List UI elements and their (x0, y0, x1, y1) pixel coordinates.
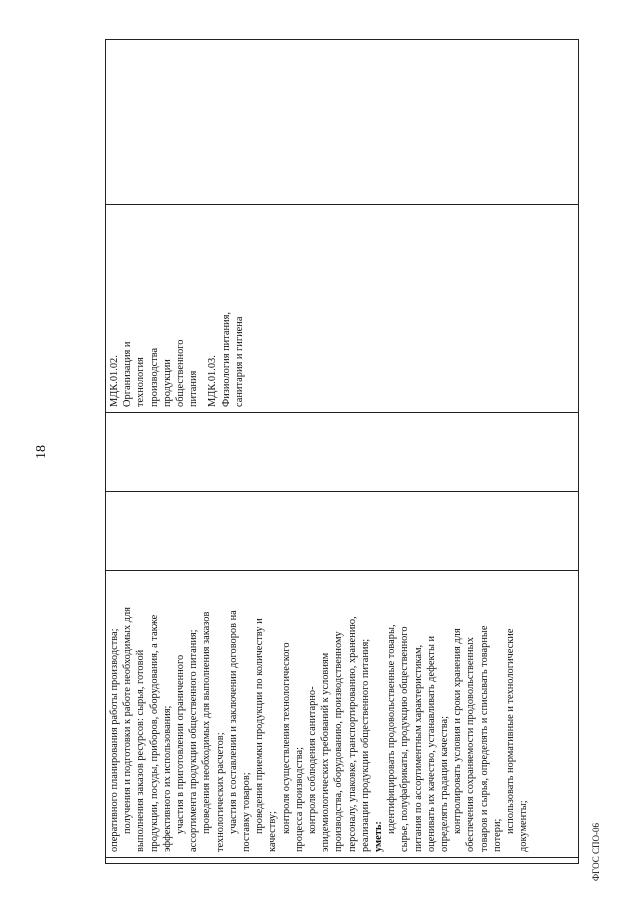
hours-cell (106, 492, 579, 571)
requirement-line: оценивать их качество, устанавливать дефекты и (425, 635, 437, 852)
requirement-line: ассортимента продукции общественного питания; (188, 629, 200, 852)
requirement-line: производства, оборудованию, производственному (333, 631, 345, 852)
table-row (106, 40, 579, 864)
page-number: 18 (34, 445, 49, 459)
mdk-0103 (206, 210, 246, 407)
requirement-line: участия в приготовлении ограниченного (175, 654, 187, 834)
competency-cell (106, 40, 579, 205)
requirement-line: участия в составлении и заключении договоров на (227, 610, 239, 834)
requirement-line: эффективного их использования; (161, 705, 173, 852)
requirement-line: контролировать условия и сроки хранения для (452, 628, 464, 834)
requirement-line: питания по ассортиментным характеристикам, (412, 644, 424, 852)
requirement-line: контроля осуществления технологического (280, 642, 292, 834)
requirement-line: проведения необходимых для выполнения заказов (201, 611, 213, 834)
requirement-line: эпидемиологических требований к условиям (320, 652, 332, 852)
hours-cell-2 (106, 413, 579, 492)
footer-code: ФГОС СПО-06 (591, 823, 601, 881)
requirement-line: определять градации качества; (439, 715, 451, 852)
mdk-0102 (108, 210, 200, 407)
requirement-line: выполнения заказов ресурсов: сырья, готовой (135, 649, 147, 852)
requirement-line: товаров и сырья, определять и списывать товарные (478, 625, 490, 852)
requirement-line: использовать нормативные и технологические (505, 628, 517, 834)
requirement-line: контроля соблюдения санитарно- (307, 686, 319, 834)
mdk-line: технология (135, 357, 147, 407)
requirement-line: реализации продукции общественного питания; (359, 638, 371, 852)
mdk-line: продукции (161, 359, 173, 407)
requirement-line: получения и подготовки к работе необходимых для (122, 607, 134, 834)
requirement-line: качеству; (267, 811, 279, 852)
requirement-line: проведения приемки продукции по количеству и (254, 618, 266, 834)
requirement-line: уметь: (373, 821, 385, 852)
mdk-line: Организация и (122, 341, 134, 407)
mdk-line: питания (188, 370, 200, 407)
requirement-line: потери; (491, 818, 503, 852)
requirements-text (108, 576, 531, 852)
mdk-line: Физиология питания, (220, 312, 232, 407)
mdk-line: МДК.01.02. (109, 355, 120, 407)
mdk-line: производства (148, 347, 160, 407)
requirement-line: продукции, посуды, приборов, оборудования, а также (148, 614, 160, 852)
requirement-line: обеспечения сохраняемости продовольственных (465, 637, 477, 852)
requirement-line: поставку товаров; (241, 772, 253, 852)
requirement-line: сырье, полуфабрикаты, продукцию общественного (399, 626, 411, 852)
requirements-cell (106, 571, 579, 858)
mdk-line: МДК.01.03. (207, 355, 219, 407)
blank-cell (106, 858, 579, 864)
requirement-line: оперативного планирования работы производства; (109, 628, 120, 852)
mdk-line: санитария и гигиена (233, 316, 245, 407)
requirement-line: технологических расчетов; (214, 732, 226, 852)
requirement-line: процесса производства; (293, 747, 305, 852)
requirement-line: персоналу, упаковке, транспортированию, хранению, (346, 616, 358, 852)
competency-table (105, 39, 579, 864)
mdk-line: общественного (175, 339, 187, 407)
rotated-table (105, 40, 579, 864)
requirement-line: идентифицировать продовольственные товары, (386, 624, 398, 834)
mdk-cell (106, 205, 579, 413)
requirement-line: документы; (518, 800, 530, 852)
